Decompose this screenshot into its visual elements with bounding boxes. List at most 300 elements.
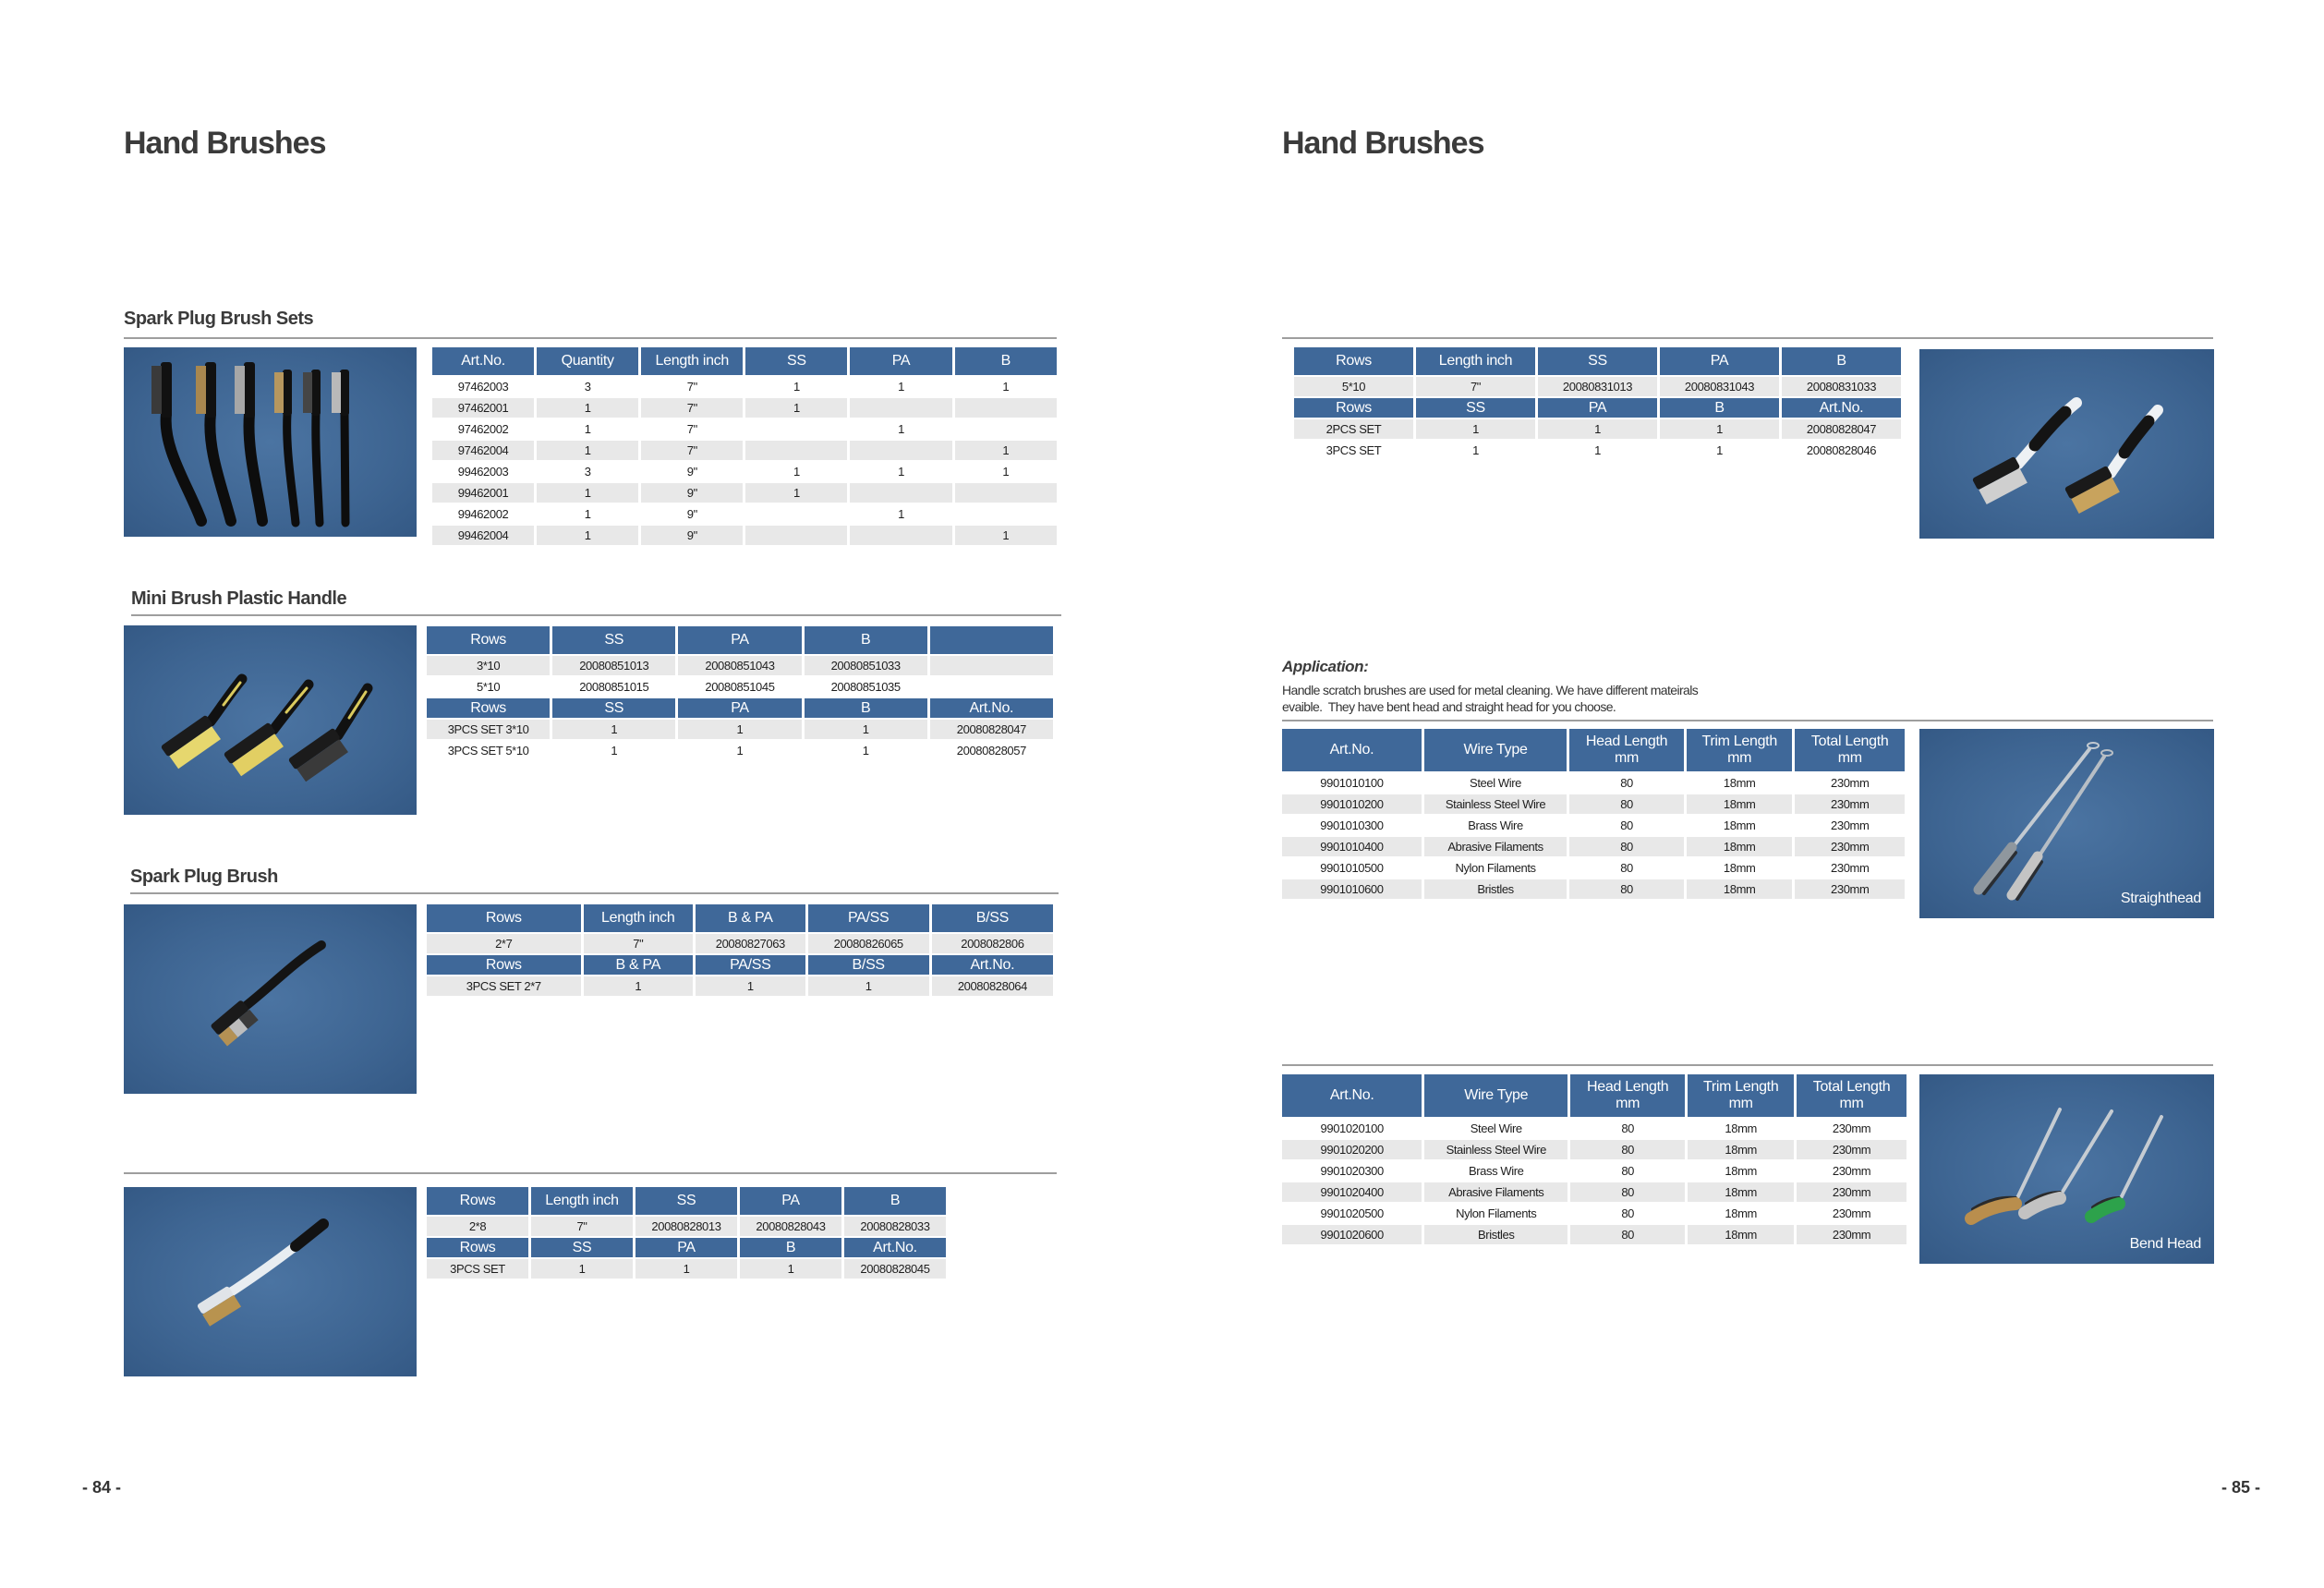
column-header: PA <box>678 698 801 718</box>
column-header: PA <box>635 1238 737 1257</box>
table-cell: 3 <box>584 380 591 394</box>
table-cell: 7" <box>686 422 697 436</box>
application-text-line: Handle scratch brushes are used for metal cleaning. We have different mateirals <box>1282 683 1699 697</box>
table-row <box>427 741 1053 760</box>
table-cell: 18mm <box>1723 861 1756 875</box>
table-cell: Brass Wire <box>1468 818 1523 832</box>
column-header: Rows <box>427 904 581 932</box>
brush-set-5x10-table <box>1291 345 1904 462</box>
spark-plug-brush-illustration <box>124 904 417 1094</box>
table-cell: Abrasive Filaments <box>1424 1182 1567 1202</box>
spark-plug-brush-table <box>424 903 1056 998</box>
table-cell: 20080828057 <box>956 744 1026 758</box>
table-cell: 20080851045 <box>705 680 775 694</box>
table-header-row <box>427 955 1053 975</box>
column-header: B/SS <box>932 904 1053 932</box>
table-cell <box>850 441 951 460</box>
section-divider <box>1282 1064 2213 1066</box>
table-cell: 7" <box>641 398 743 418</box>
column-header: B <box>805 626 927 654</box>
table-cell: 1 <box>898 422 904 436</box>
table-row <box>1282 1204 1906 1223</box>
table-cell: 7" <box>531 1217 633 1236</box>
table-cell: 7" <box>686 380 697 394</box>
table-header-row <box>427 698 1053 718</box>
table-body <box>427 1187 946 1279</box>
table-cell: 9901020500 <box>1320 1206 1384 1220</box>
table-cell: 80 <box>1621 1121 1634 1135</box>
column-header: Length inch <box>1416 347 1535 375</box>
table-cell: 7" <box>1416 377 1535 396</box>
table-row <box>1282 837 1905 856</box>
table-cell: 20080826065 <box>808 934 929 953</box>
table-cell <box>745 419 847 439</box>
table-cell: 1 <box>745 398 847 418</box>
table-cell: Abrasive Filaments <box>1424 837 1567 856</box>
table-cell: 2*8 <box>427 1217 528 1236</box>
table-cell: 18mm <box>1688 1225 1794 1244</box>
column-header: Art.No. <box>1782 398 1901 418</box>
column-header: SS <box>1538 347 1657 375</box>
table-cell: 1 <box>1716 443 1723 457</box>
table-cell: 1 <box>740 1259 841 1279</box>
column-header: B <box>1782 347 1901 375</box>
table-cell: 97462003 <box>457 380 509 394</box>
brush <box>151 362 201 521</box>
brush <box>2091 1117 2161 1217</box>
brush <box>1972 403 2076 505</box>
table-cell: 99462002 <box>457 507 509 521</box>
column-header: Art.No. <box>1282 1074 1422 1117</box>
table-row <box>432 504 1057 524</box>
table-cell: 1 <box>898 380 904 394</box>
table-cell: 1 <box>584 976 694 996</box>
table-cell: Stainless Steel Wire <box>1424 794 1567 814</box>
table-cell: 20080828046 <box>1806 443 1877 457</box>
table-row <box>1282 1119 1906 1138</box>
table-cell: 1 <box>584 507 591 521</box>
table-cell: 1 <box>1594 443 1601 457</box>
table-cell: 20080828047 <box>1782 419 1901 439</box>
table-cell: Bristles <box>1424 1225 1567 1244</box>
table-cell: 97462002 <box>457 422 509 436</box>
table-cell: 230mm <box>1832 1164 1871 1178</box>
column-header: PA <box>740 1187 841 1215</box>
table-cell: 99462001 <box>432 483 534 503</box>
column-header: Art.No. <box>844 1238 946 1257</box>
table-cell: 99462003 <box>457 465 509 479</box>
table-cell: 18mm <box>1725 1164 1757 1178</box>
column-header: Rows <box>427 1238 528 1257</box>
table-cell <box>850 526 951 545</box>
table-cell: 18mm <box>1687 837 1793 856</box>
table-row <box>1282 1140 1906 1159</box>
table-cell: 5*10 <box>1294 377 1413 396</box>
table-body <box>427 626 1053 760</box>
table-cell: 1 <box>678 720 801 739</box>
brush <box>303 370 321 523</box>
column-header: Length inch <box>531 1187 633 1215</box>
table-body <box>432 347 1057 545</box>
table-cell: 9901020400 <box>1282 1182 1422 1202</box>
brush <box>196 362 231 521</box>
column-header: PA <box>850 347 951 375</box>
column-header: Art.No. <box>930 698 1053 718</box>
table-row <box>1282 773 1905 793</box>
table-cell <box>955 419 1057 439</box>
table-cell: 9901020200 <box>1282 1140 1422 1159</box>
brush-set-2x8-table <box>424 1185 949 1280</box>
column-header: SS <box>552 698 675 718</box>
table-cell: 2PCS SET <box>1294 419 1413 439</box>
table-cell: 18mm <box>1687 879 1793 899</box>
column-header: B <box>740 1238 841 1257</box>
table-cell: 3PCS SET 3*10 <box>427 720 550 739</box>
section-divider <box>1282 720 2213 721</box>
section-heading-spark-plug-brush-sets: Spark Plug Brush Sets <box>124 309 314 329</box>
table-cell: 230mm <box>1797 1140 1906 1159</box>
table-cell: 1 <box>531 1259 633 1279</box>
column-header: PA <box>1538 398 1657 418</box>
column-header: B <box>955 347 1057 375</box>
section-heading-spark-plug-brush: Spark Plug Brush <box>130 867 278 887</box>
table-cell: 7" <box>641 441 743 460</box>
brush <box>210 945 321 1046</box>
table-cell: Bristles <box>1424 879 1567 899</box>
table-cell <box>745 441 847 460</box>
table-cell: 1 <box>537 483 638 503</box>
brush <box>2064 410 2158 515</box>
table-body <box>1282 729 1905 899</box>
mini-brush-illustration <box>124 625 417 815</box>
table-row <box>1282 794 1905 814</box>
table-cell: 20080851043 <box>678 656 801 675</box>
brush-set-illustration <box>124 347 417 537</box>
table-row <box>432 483 1057 503</box>
table-cell: 1 <box>898 507 904 521</box>
table-cell: 97462001 <box>432 398 534 418</box>
table-cell: 9" <box>686 465 697 479</box>
table-cell: 1 <box>552 720 675 739</box>
column-header: Head Length mm <box>1570 1074 1685 1117</box>
table-cell: 18mm <box>1725 1121 1757 1135</box>
brush <box>332 370 349 523</box>
table-cell: 20080828045 <box>844 1259 946 1279</box>
page-number-right: - 85 - <box>2221 1478 2261 1497</box>
table-cell: 1 <box>862 744 869 758</box>
table-header-row <box>1294 398 1901 418</box>
spark-plug-brush-sets-table <box>430 345 1059 547</box>
table-body <box>1282 1074 1906 1244</box>
brush <box>197 1224 323 1327</box>
table-cell: 1 <box>955 441 1057 460</box>
application-text-line: evaible. They have bent head and straight head for you choose. <box>1282 699 1616 714</box>
table-cell: 9" <box>686 507 697 521</box>
table-body <box>427 904 1053 996</box>
table-cell: 18mm <box>1688 1140 1794 1159</box>
table-cell: 20080831013 <box>1538 377 1657 396</box>
table-cell: 1 <box>1472 443 1479 457</box>
table-row <box>1282 879 1905 899</box>
table-cell: 9901020600 <box>1282 1225 1422 1244</box>
bend-head-label: Bend Head <box>2129 1236 2201 1252</box>
table-cell: 230mm <box>1797 1225 1906 1244</box>
table-cell: 1 <box>1660 419 1779 439</box>
table-cell: 7" <box>584 934 694 953</box>
table-cell <box>930 677 1053 697</box>
mini-brush-plastic-handle-table <box>424 624 1056 762</box>
table-row <box>427 976 1053 996</box>
page-number-left: - 84 - <box>82 1478 122 1497</box>
mini-brush-plastic-handle-photo <box>124 625 417 815</box>
table-cell: 20080851015 <box>579 680 649 694</box>
table-cell: 230mm <box>1795 879 1905 899</box>
column-header: Art.No. <box>432 347 534 375</box>
table-cell: 230mm <box>1831 776 1870 790</box>
table-cell: 20080828043 <box>740 1217 841 1236</box>
table-header-row <box>427 1187 946 1215</box>
brush <box>2025 1111 2112 1213</box>
column-header: Quantity <box>537 347 638 375</box>
table-cell: 3 <box>584 465 591 479</box>
table-cell: 99462004 <box>432 526 534 545</box>
table-cell: 1 <box>1416 419 1535 439</box>
table-cell: 18mm <box>1723 818 1756 832</box>
column-header: SS <box>635 1187 737 1215</box>
column-header: Rows <box>427 1187 528 1215</box>
table-cell: 3*10 <box>427 656 550 675</box>
table-row <box>427 1259 946 1279</box>
table-cell: 1 <box>611 744 618 758</box>
section-divider <box>131 614 1061 616</box>
table-cell <box>850 483 951 503</box>
table-cell <box>745 504 847 524</box>
table-cell: 5*10 <box>477 680 501 694</box>
table-row <box>432 441 1057 460</box>
table-cell: 1 <box>955 526 1057 545</box>
table-cell: 1 <box>635 1259 737 1279</box>
column-header: SS <box>531 1238 633 1257</box>
table-cell: 18mm <box>1688 1182 1794 1202</box>
table-header-row <box>427 626 1053 654</box>
table-cell: 20080828013 <box>635 1217 737 1236</box>
table-cell: 1 <box>745 483 847 503</box>
column-header: Wire Type <box>1424 1074 1567 1117</box>
table-cell: 9" <box>641 526 743 545</box>
brush <box>2012 750 2112 899</box>
table-cell: 20080828047 <box>930 720 1053 739</box>
table-header-row <box>1282 729 1905 771</box>
column-header: Total Length mm <box>1795 729 1905 771</box>
table-cell: 2008082806 <box>932 934 1053 953</box>
table-cell: 1 <box>584 422 591 436</box>
table-cell: 1 <box>537 441 638 460</box>
table-cell: 9" <box>641 483 743 503</box>
table-row <box>1282 1182 1906 1202</box>
table-cell: Brass Wire <box>1468 1164 1524 1178</box>
table-cell: 80 <box>1620 818 1633 832</box>
table-cell: 20080851033 <box>805 656 927 675</box>
curved-handle-brushes-illustration <box>1919 349 2214 539</box>
table-cell: 80 <box>1621 1206 1634 1220</box>
table-header-row <box>427 904 1053 932</box>
column-header: Length inch <box>584 904 694 932</box>
table-cell: 18mm <box>1687 794 1793 814</box>
column-header: B & PA <box>584 955 694 975</box>
table-cell <box>850 398 951 418</box>
table-cell: Nylon Filaments <box>1455 861 1536 875</box>
bend-head-photo <box>1919 1074 2214 1264</box>
table-cell: 9901010600 <box>1282 879 1422 899</box>
table-row <box>1294 419 1901 439</box>
section-divider <box>124 337 1057 339</box>
table-cell: 9901010500 <box>1320 861 1384 875</box>
table-cell: 9901010100 <box>1320 776 1384 790</box>
page-title-left: Hand Brushes <box>124 126 326 161</box>
table-cell: 1 <box>537 398 638 418</box>
table-cell: 230mm <box>1795 794 1905 814</box>
table-cell: 80 <box>1620 861 1633 875</box>
column-header: SS <box>1416 398 1535 418</box>
table-cell: 80 <box>1620 776 1633 790</box>
column-header: Total Length mm <box>1797 1074 1906 1117</box>
table-cell: 20080828064 <box>932 976 1053 996</box>
column-header: B & PA <box>696 904 805 932</box>
table-cell <box>955 504 1057 524</box>
curved-handle-brushes-photo <box>1919 349 2214 539</box>
section-divider <box>130 892 1059 894</box>
table-cell: 9901010300 <box>1320 818 1384 832</box>
spark-plug-brush-sets-photo <box>124 347 417 537</box>
column-header: Rows <box>1294 347 1413 375</box>
bend-head-table <box>1279 1073 1909 1246</box>
brush <box>235 362 262 521</box>
table-cell: 9901020300 <box>1320 1164 1384 1178</box>
table-row <box>427 656 1053 675</box>
table-cell: 80 <box>1570 1225 1685 1244</box>
table-body <box>1294 347 1901 460</box>
column-header <box>930 626 1053 654</box>
table-row <box>1282 1225 1906 1244</box>
table-cell: 3PCS SET <box>1325 443 1382 457</box>
table-cell: 80 <box>1569 837 1684 856</box>
spark-plug-brush-photo <box>124 904 417 1094</box>
table-cell: 80 <box>1570 1140 1685 1159</box>
table-cell: 80 <box>1621 1164 1634 1178</box>
table-cell: 1 <box>808 976 929 996</box>
table-cell: 20080831033 <box>1782 377 1901 396</box>
table-cell: 3PCS SET <box>427 1259 528 1279</box>
table-cell: 230mm <box>1831 818 1870 832</box>
column-header: Trim Length mm <box>1688 1074 1794 1117</box>
table-row <box>427 720 1053 739</box>
table-cell: 230mm <box>1832 1206 1871 1220</box>
column-header: Art.No. <box>932 955 1053 975</box>
straighthead-label: Straighthead <box>2120 891 2201 906</box>
table-cell: 18mm <box>1725 1206 1757 1220</box>
table-row <box>432 419 1057 439</box>
column-header: Rows <box>427 626 550 654</box>
table-cell: 20080831043 <box>1660 377 1779 396</box>
table-row <box>432 462 1057 481</box>
table-header-row <box>427 1238 946 1257</box>
table-cell: Steel Wire <box>1470 1121 1522 1135</box>
table-cell: 230mm <box>1797 1182 1906 1202</box>
table-cell <box>955 483 1057 503</box>
table-cell: 1 <box>805 720 927 739</box>
column-header: Rows <box>1294 398 1413 418</box>
table-cell <box>930 656 1053 675</box>
column-header: Rows <box>427 698 550 718</box>
table-row <box>427 934 1053 953</box>
column-header: Wire Type <box>1424 729 1567 771</box>
table-row <box>1294 377 1901 396</box>
table-cell: 1 <box>793 380 800 394</box>
application-label: Application: <box>1282 658 1369 675</box>
table-cell: 97462004 <box>432 441 534 460</box>
table-cell: 2*7 <box>427 934 581 953</box>
column-header: PA/SS <box>808 904 929 932</box>
table-cell: 80 <box>1569 794 1684 814</box>
column-header: Head Length mm <box>1569 729 1684 771</box>
table-row <box>427 1217 946 1236</box>
table-cell <box>745 526 847 545</box>
table-cell: 1 <box>696 976 805 996</box>
table-row <box>1282 816 1905 835</box>
column-header: Rows <box>427 955 581 975</box>
table-cell <box>955 398 1057 418</box>
table-cell: 230mm <box>1832 1121 1871 1135</box>
table-cell: 20080851035 <box>830 680 901 694</box>
table-cell: 20080828033 <box>844 1217 946 1236</box>
table-row <box>432 377 1057 396</box>
straighthead-table <box>1279 727 1907 901</box>
column-header: B/SS <box>808 955 929 975</box>
straighthead-photo <box>1919 729 2214 918</box>
section-divider <box>124 1172 1057 1174</box>
table-cell: 9901010200 <box>1282 794 1422 814</box>
table-cell: 9901020100 <box>1320 1121 1384 1135</box>
white-handle-brush-illustration <box>124 1187 417 1376</box>
table-cell: 1 <box>898 465 904 479</box>
table-cell: Stainless Steel Wire <box>1424 1140 1567 1159</box>
column-header: B <box>844 1187 946 1215</box>
column-header: Length inch <box>641 347 743 375</box>
brush <box>274 370 296 523</box>
column-header: Trim Length mm <box>1687 729 1793 771</box>
column-header: SS <box>745 347 847 375</box>
table-row <box>432 398 1057 418</box>
page-title-right: Hand Brushes <box>1282 126 1484 161</box>
table-cell: 1 <box>736 744 744 758</box>
table-cell: 20080827063 <box>696 934 805 953</box>
table-row <box>432 526 1057 545</box>
table-cell: 1 <box>793 465 800 479</box>
table-row <box>427 677 1053 697</box>
table-row <box>1282 1161 1906 1181</box>
table-cell: 3PCS SET 2*7 <box>427 976 581 996</box>
table-cell: 230mm <box>1831 861 1870 875</box>
table-cell: 1 <box>537 526 638 545</box>
brush <box>1979 743 2099 893</box>
table-row <box>1294 441 1901 460</box>
column-header: B <box>1660 398 1779 418</box>
table-cell: 1 <box>1002 465 1010 479</box>
white-handle-brush-photo <box>124 1187 417 1376</box>
section-heading-mini-brush-plastic-handle: Mini Brush Plastic Handle <box>131 588 347 609</box>
section-divider <box>1282 337 2213 339</box>
table-header-row <box>1294 347 1901 375</box>
